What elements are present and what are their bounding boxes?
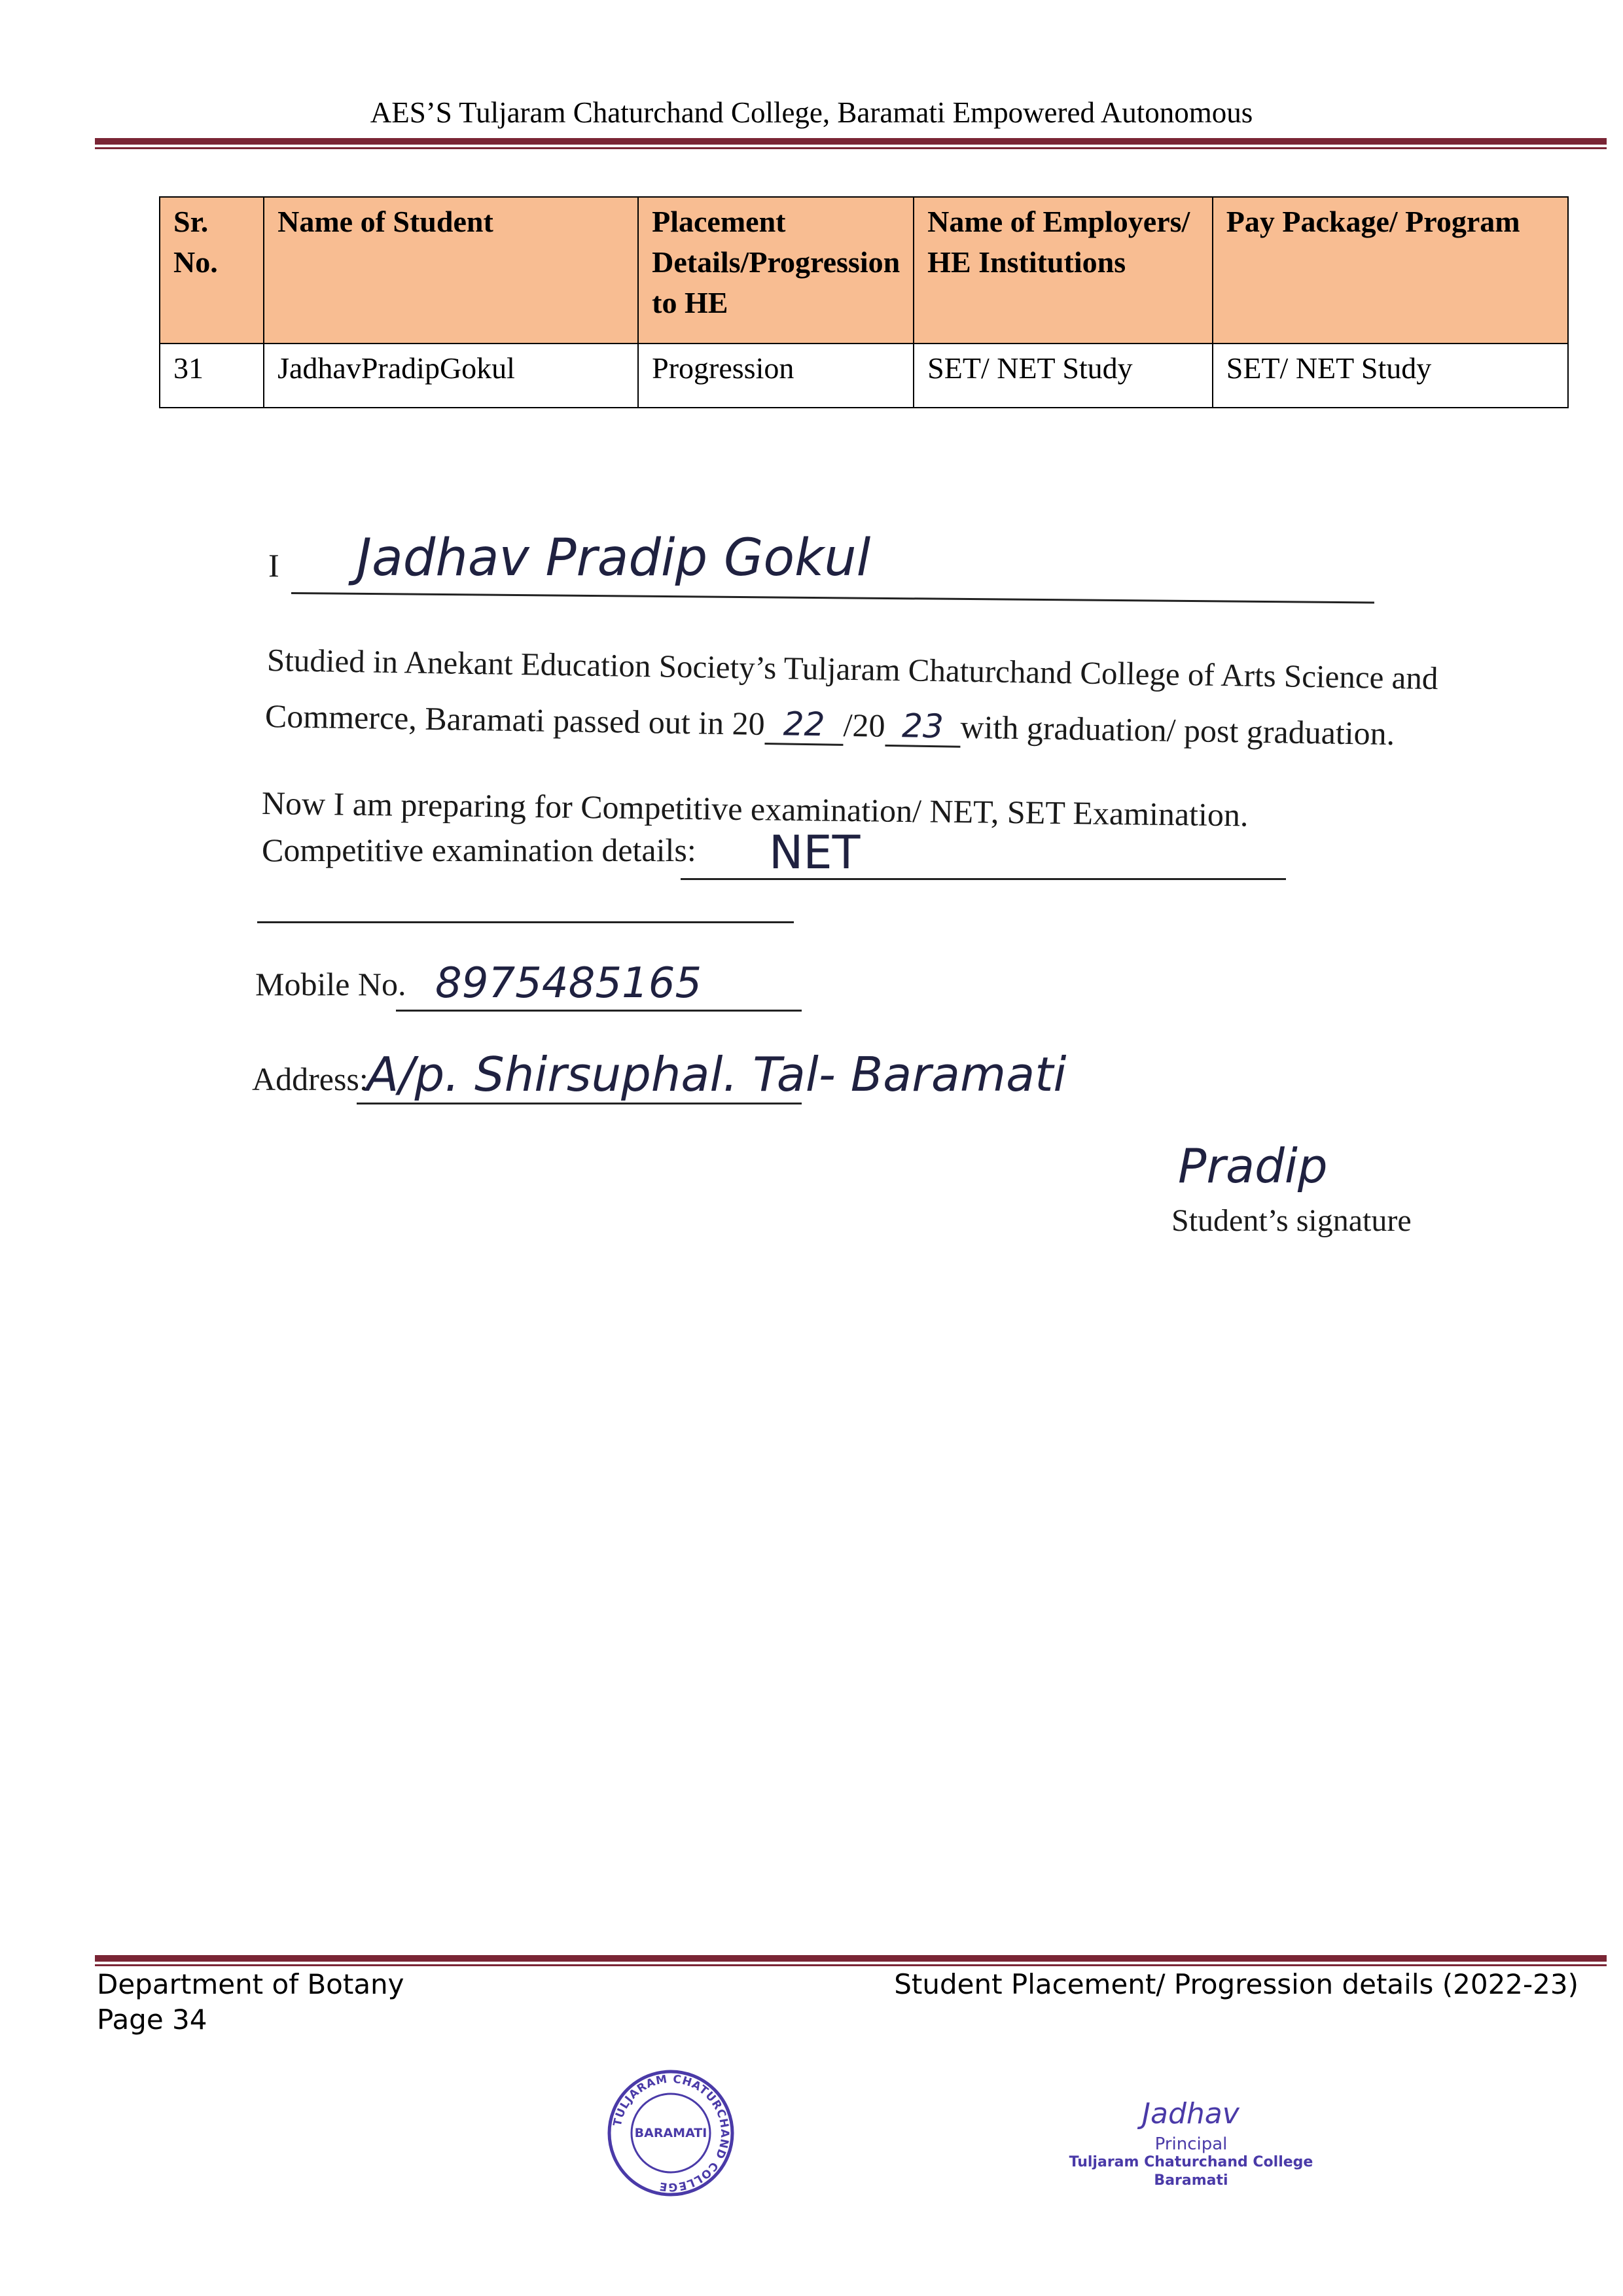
student-signature: Pradip — [1178, 1139, 1328, 1193]
signature-label: Student’s signature — [1171, 1203, 1412, 1238]
cell-package: SET/ NET Study — [1213, 344, 1568, 408]
footer-rule-thick — [95, 1955, 1607, 1962]
mobile-value: 8975485165 — [435, 959, 702, 1008]
mobile-label: Mobile No. — [255, 966, 406, 1002]
name-line — [291, 592, 1374, 603]
header-sr-no: Sr. No. — [160, 197, 264, 344]
principal-college: Tuljaram Chaturchand College — [1069, 2154, 1313, 2170]
footer-page-number: Page 34 — [97, 2004, 207, 2036]
footer-right-text: Student Placement/ Progression details (2022-23) — [894, 1968, 1578, 2000]
footer-department: Department of Botany — [97, 1968, 404, 2000]
handwritten-name: Jadhav Pradip Gokul — [357, 529, 871, 588]
address-label: Address: — [252, 1061, 368, 1097]
footer-rule-thin — [95, 1964, 1607, 1966]
year-to: 23 — [885, 707, 961, 748]
year-mid: /20 — [843, 706, 885, 744]
page-header-title: AES’S Tuljaram Chaturchand College, Baramati Empowered Autonomous — [370, 96, 1253, 129]
blank-line — [257, 921, 794, 923]
passed-prefix: Commerce, Baramati passed out in 20 — [264, 698, 766, 742]
passed-suffix: with graduation/ post graduation. — [960, 708, 1395, 752]
mobile-line — [396, 1010, 802, 1012]
exam-label: Competitive examination details: — [262, 832, 696, 868]
header-employers: Name of Employers/ HE Institutions — [914, 197, 1213, 344]
principal-signature: Jadhav — [1142, 2097, 1240, 2130]
header-student-name: Name of Student — [264, 197, 638, 344]
header-rule-thick — [95, 138, 1607, 145]
seal-center-text: BARAMATI — [634, 2126, 707, 2140]
address-line — [357, 1103, 802, 1104]
form-i-prefix: I — [268, 547, 279, 584]
cell-student-name: JadhavPradipGokul — [264, 344, 638, 408]
preparing-text: Now I am preparing for Competitive examination/ NET, SET Examination. — [261, 785, 1249, 834]
placement-table — [159, 196, 1569, 408]
principal-city: Baramati — [1154, 2172, 1228, 2189]
seal-ring-text: TULJARAM CHATURCHAND COLLEGE — [611, 2072, 732, 2194]
principal-title: Principal — [1154, 2134, 1228, 2154]
studied-text: Studied in Anekant Education Society’s Tuljaram Chaturchand College of Arts Science and — [266, 642, 1438, 697]
header-rule-thin — [95, 147, 1607, 149]
header-pay-package: Pay Package/ Program — [1213, 197, 1568, 344]
year-from: 22 — [764, 705, 844, 746]
address-value: A/p. Shirsuphal. Tal- Baramati — [366, 1047, 1067, 1102]
cell-employer: SET/ NET Study — [914, 344, 1213, 408]
passed-out-line — [265, 697, 1395, 754]
table-header-row — [160, 197, 1568, 344]
cell-placement: Progression — [638, 344, 914, 408]
header-placement-details: Placement Details/Progression to HE — [638, 197, 914, 344]
exam-value: NET — [769, 826, 861, 879]
college-seal — [605, 2068, 736, 2199]
table-row — [160, 344, 1568, 408]
cell-sr-no: 31 — [160, 344, 264, 408]
